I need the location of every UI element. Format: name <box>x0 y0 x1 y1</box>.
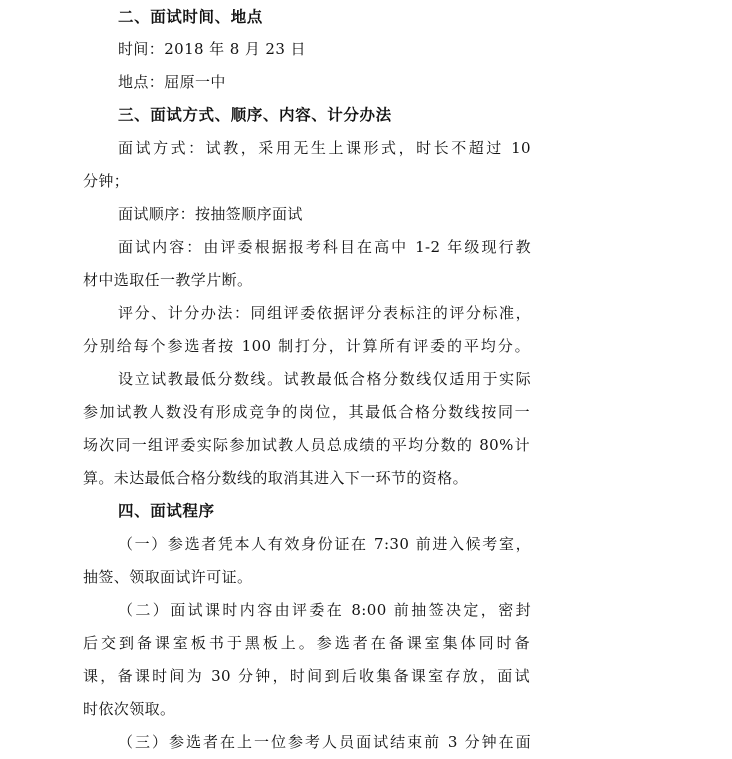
scoring-line-1: 评分、计分办法：同组评委依据评分表标注的评分标准， <box>118 304 531 322</box>
minimum-line-3: 场次同一组评委实际参加试教人员总成绩的平均分数的 80%计 <box>83 436 530 454</box>
step1-line-1: （一）参选者凭本人有效身份证在 7:30 前进入候考室， <box>118 535 531 553</box>
step3-line-1: （三）参选者在上一位参考人员面试结束前 3 分钟在面 <box>118 733 531 751</box>
method-line-1: 面试方式：试教，采用无生上课形式，时长不超过 10 <box>118 139 531 157</box>
minimum-line-1: 设立试教最低分数线。试教最低合格分数线仅适用于实际 <box>118 370 531 388</box>
step2-line-4: 时依次领取。 <box>83 700 176 718</box>
step1-line-2: 抽签、领取面试许可证。 <box>83 568 253 586</box>
section4-heading: 四、面试程序 <box>118 502 215 520</box>
interview-time: 时间：2018 年 8 月 23 日 <box>118 40 306 58</box>
content-line-1: 面试内容：由评委根据报考科目在高中 1-2 年级现行教 <box>118 238 531 256</box>
interview-place: 地点：屈原一中 <box>118 73 226 91</box>
content-line-2: 材中选取任一教学片断。 <box>83 271 253 289</box>
section3-heading: 三、面试方式、顺序、内容、计分办法 <box>118 106 392 124</box>
step2-line-2: 后交到备课室板书于黑板上。参选者在备课室集体同时备 <box>83 634 530 652</box>
step2-line-1: （二）面试课时内容由评委在 8:00 前抽签决定，密封 <box>118 601 531 619</box>
step2-line-3: 课，备课时间为 30 分钟，时间到后收集备课室存放，面试 <box>83 667 530 685</box>
scoring-line-2: 分别给每个参选者按 100 制打分，计算所有评委的平均分。 <box>83 337 530 355</box>
minimum-line-4: 算。未达最低合格分数线的取消其进入下一环节的资格。 <box>83 469 469 487</box>
minimum-line-2: 参加试教人数没有形成竞争的岗位，其最低合格分数线按同一 <box>83 403 530 421</box>
order-line: 面试顺序：按抽签顺序面试 <box>118 205 303 223</box>
method-line-2: 分钟； <box>83 172 130 190</box>
section2-heading: 二、面试时间、地点 <box>118 8 263 26</box>
